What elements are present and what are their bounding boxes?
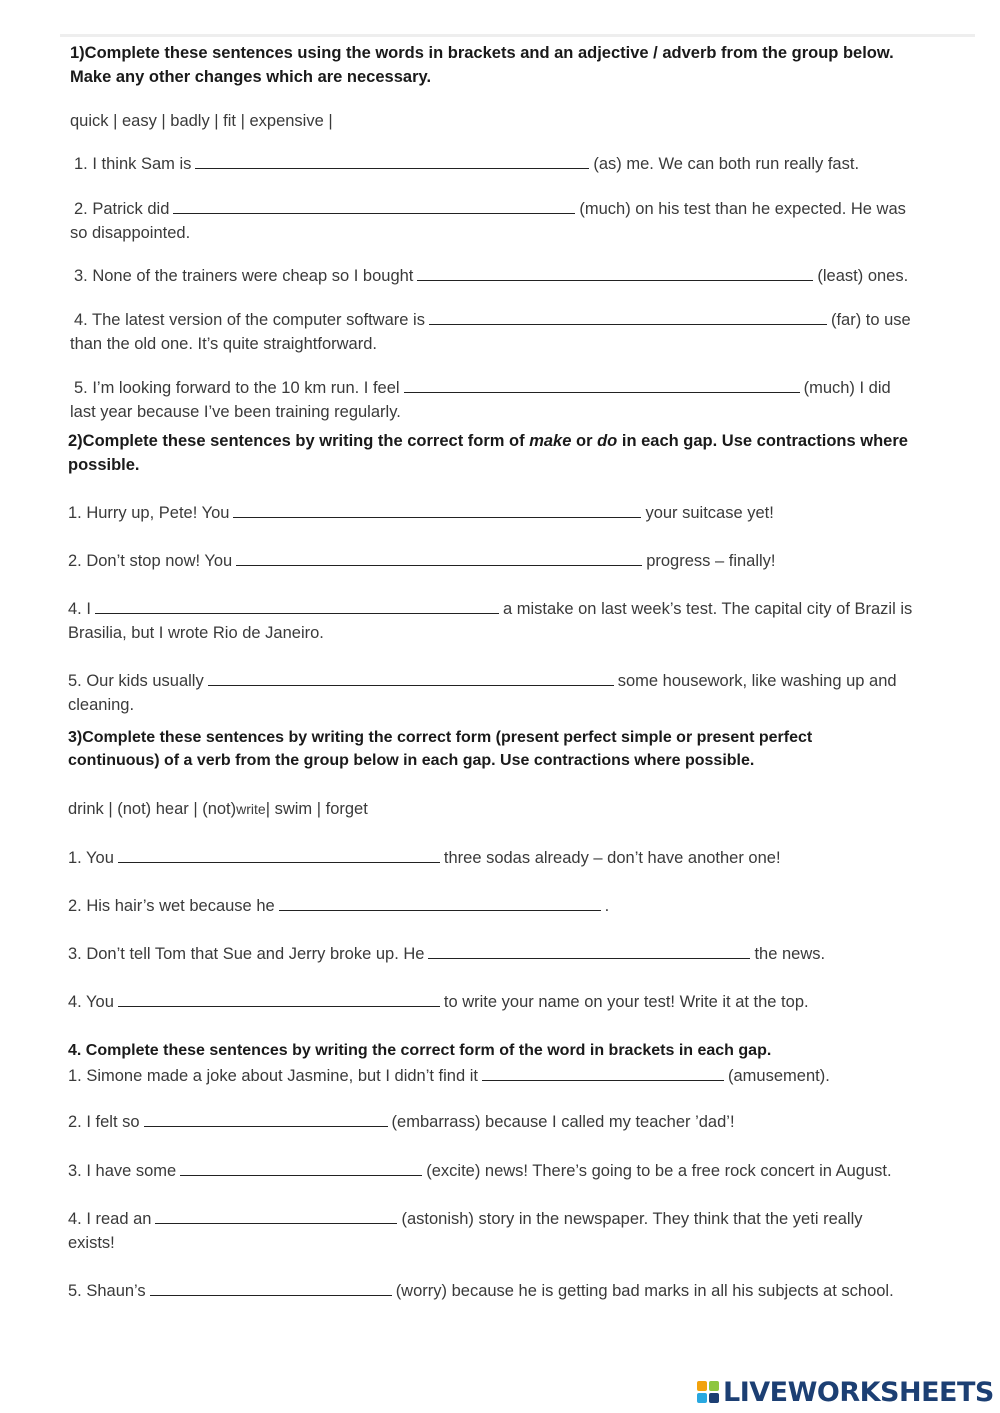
s1-question-2-cont: so disappointed.: [70, 224, 191, 242]
answer-blank[interactable]: [118, 991, 440, 1007]
s2-question-2: 2. Don’t stop now! You progress – finally!: [68, 552, 776, 570]
s3-question-4: 4. You to write your name on your test! Write it at the top.: [68, 993, 809, 1011]
s2-question-4: 4. I a mistake on last week’s test. The capital city of Brazil is: [68, 600, 913, 618]
s1-question-5-cont: last year because I’ve been training regularly.: [70, 403, 401, 421]
section-2-heading: 2)Complete these sentences by writing the correct form of make or do in each gap. Use contractions where: [68, 432, 908, 450]
liveworksheets-logo: [697, 1376, 994, 1408]
s3-question-3: 3. Don’t tell Tom that Sue and Jerry broke up. He the news.: [68, 945, 826, 963]
logo-square-icon: [697, 1381, 707, 1391]
section-3-heading: 3)Complete these sentences by writing the correct form (present perfect simple or present perfect: [68, 729, 813, 746]
s4-question-3: 3. I have some (excite) news! There’s going to be a free rock concert in August.: [68, 1162, 892, 1180]
section-3-word-bank: drink | (not) hear | (not)write| swim | forget: [68, 800, 368, 818]
answer-blank[interactable]: [195, 153, 589, 169]
answer-blank[interactable]: [155, 1208, 397, 1224]
s2-question-1: 1. Hurry up, Pete! You your suitcase yet!: [68, 504, 774, 522]
s3-question-1: 1. You three sodas already – don’t have another one!: [68, 849, 781, 867]
answer-blank[interactable]: [180, 1160, 422, 1176]
answer-blank[interactable]: [417, 265, 813, 281]
answer-blank[interactable]: [279, 895, 601, 911]
answer-blank[interactable]: [118, 847, 440, 863]
section-1-heading-line2: Make any other changes which are necessary.: [70, 68, 432, 86]
s2-question-5-cont: cleaning.: [68, 696, 135, 714]
logo-mark-icon: [697, 1381, 719, 1403]
s2-question-5: 5. Our kids usually some housework, like washing up and: [68, 672, 897, 690]
answer-blank[interactable]: [428, 943, 750, 959]
answer-blank[interactable]: [150, 1280, 392, 1296]
s4-question-4-cont: exists!: [68, 1234, 115, 1252]
s4-question-1: 1. Simone made a joke about Jasmine, but I didn’t find it (amusement).: [68, 1067, 830, 1085]
answer-blank[interactable]: [208, 670, 614, 686]
logo-square-icon: [709, 1381, 719, 1391]
s1-question-2: 2. Patrick did (much) on his test than he expected. He was: [74, 200, 906, 218]
s4-question-5: 5. Shaun’s (worry) because he is getting bad marks in all his subjects at school.: [68, 1282, 894, 1300]
s1-question-4-cont: than the old one. It’s quite straightforward.: [70, 335, 377, 353]
section-4-heading: 4. Complete these sentences by writing the correct form of the word in brackets in each gap.: [68, 1042, 772, 1059]
answer-blank[interactable]: [95, 598, 499, 614]
answer-blank[interactable]: [233, 502, 641, 518]
logo-text: LIVEWORKSHEETS: [723, 1376, 994, 1408]
section-1-word-bank: quick | easy | badly | fit | expensive |: [70, 112, 333, 130]
section-2-heading-line2: possible.: [68, 456, 140, 474]
s1-question-1: 1. I think Sam is (as) me. We can both run really fast.: [74, 155, 860, 173]
section-1-heading: 1)Complete these sentences using the words in brackets and an adjective / adverb from the group below.: [70, 44, 894, 62]
s1-question-4: 4. The latest version of the computer software is (far) to use: [74, 311, 911, 329]
s4-question-4: 4. I read an (astonish) story in the newspaper. They think that the yeti really: [68, 1210, 863, 1228]
answer-blank[interactable]: [173, 198, 575, 214]
logo-square-icon: [697, 1393, 707, 1403]
section-3-heading-line2: continuous) of a verb from the group below in each gap. Use contractions where possible.: [68, 752, 755, 769]
logo-square-icon: [709, 1393, 719, 1403]
answer-blank[interactable]: [144, 1111, 388, 1127]
answer-blank[interactable]: [429, 309, 827, 325]
answer-blank[interactable]: [404, 377, 800, 393]
answer-blank[interactable]: [482, 1065, 724, 1081]
s1-question-5: 5. I’m looking forward to the 10 km run. I feel (much) I did: [74, 379, 891, 397]
s4-question-2: 2. I felt so (embarrass) because I called my teacher ’dad’!: [68, 1113, 735, 1131]
answer-blank[interactable]: [236, 550, 642, 566]
s2-question-4-cont: Brasilia, but I wrote Rio de Janeiro.: [68, 624, 324, 642]
s3-question-2: 2. His hair’s wet because he .: [68, 897, 610, 915]
s1-question-3: 3. None of the trainers were cheap so I bought (least) ones.: [74, 267, 909, 285]
